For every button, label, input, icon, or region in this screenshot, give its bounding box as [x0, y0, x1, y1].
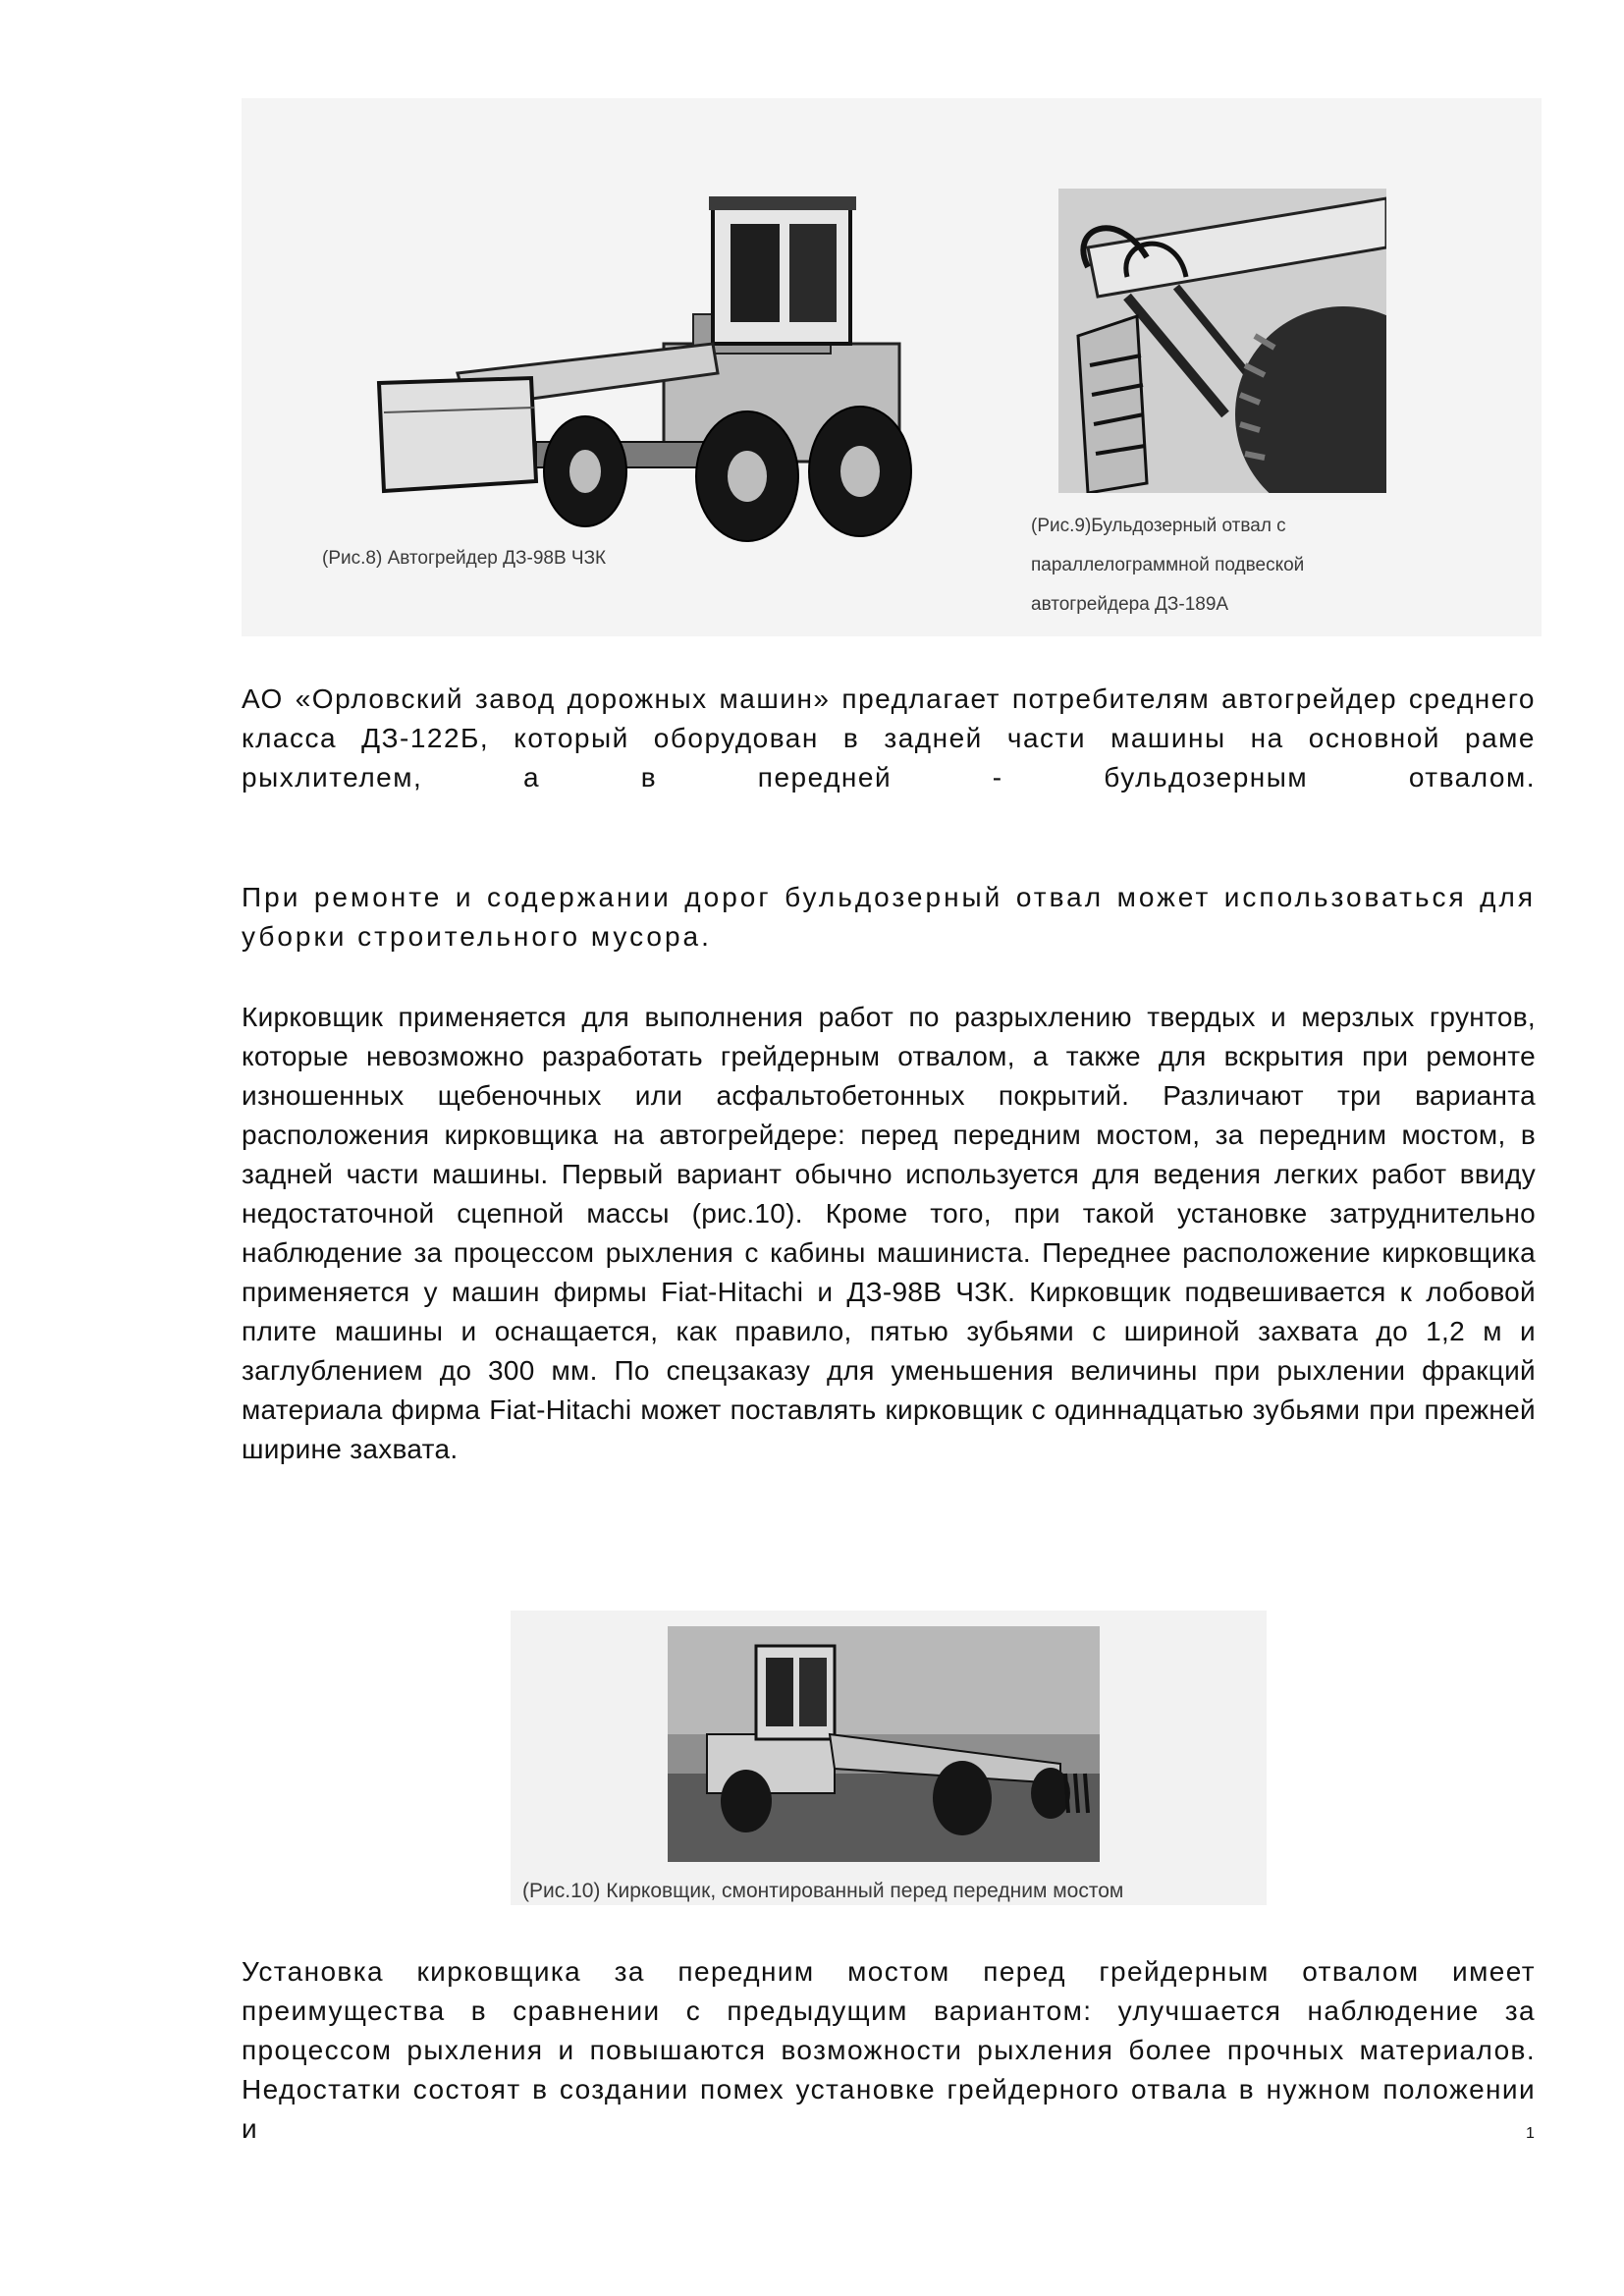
fig10-caption: (Рис.10) Кирковщик, смонтированный перед передним мостом	[522, 1880, 1124, 1902]
top-figures	[242, 98, 1542, 636]
fig9-caption: (Рис.9)Бульдозерный отвал с параллелограммной подвеской автогрейдера ДЗ-189А	[1031, 516, 1305, 615]
blade-photo-fig9	[1058, 189, 1386, 493]
fig8-caption: (Рис.8) Автогрейдер ДЗ-98В ЧЗК	[322, 548, 607, 569]
paragraph-4: Установка кирковщика за передним мостом перед грейдерным отвалом имеет преимущества в сравнении с предыдущим вариантом: улучшается наблюдение за процессом рыхления и повышаются возможности рыхления более прочных материалов. Недостатки состоят в создании помех установке грейдерного отвала в нужном положении и	[242, 1956, 1536, 2144]
page-number: 1	[1526, 2125, 1535, 2142]
grader-photo-fig8	[340, 177, 968, 599]
paragraph-2: При ремонте и содержании дорог бульдозерный отвал может использоваться для уборки строительного мусора.	[242, 882, 1536, 952]
paragraph-3: Кирковщик применяется для выполнения работ по разрыхлению твердых и мерзлых грунтов, которые невозможно разработать грейдерным отвалом, а также для вскрытия при ремонте изношенных щебеночных или асфальтобетонных покрытий. Различают три варианта расположения кирковщика на автогрейдере: перед передним мостом, за передним мостом, в задней части машины. Первый вариант обычно используется для ведения легких работ ввиду недостаточной сцепной массы (рис.10). Кроме того, при такой установке затруднительно наблюдение за процессом рыхления с кабины машиниста. Переднее расположение кирковщика применяется у машин фирмы Fiat-Hitachi и ДЗ-98В ЧЗК. Кирковщик подвешивается к лобовой плите машины и оснащается, как правило, пятью зубьями с шириной захвата до 1,2 м и заглублением до 300 мм. По спецзаказу для уменьшения величины при рыхлении фракций материала фирма Fiat-Hitachi может поставлять кирковщик с одиннадцатью зубьями при прежней ширине захвата.	[242, 1002, 1536, 1464]
fig10-block	[511, 1611, 1267, 1905]
grader-photo-fig10	[668, 1626, 1100, 1862]
paragraph-1: АО «Орловский завод дорожных машин» предлагает потребителям автогрейдер среднего класса ДЗ-122Б, который оборудован в задней части машины на основной раме рыхлителем, а в передней - бульдозерным отвалом.	[242, 683, 1536, 793]
